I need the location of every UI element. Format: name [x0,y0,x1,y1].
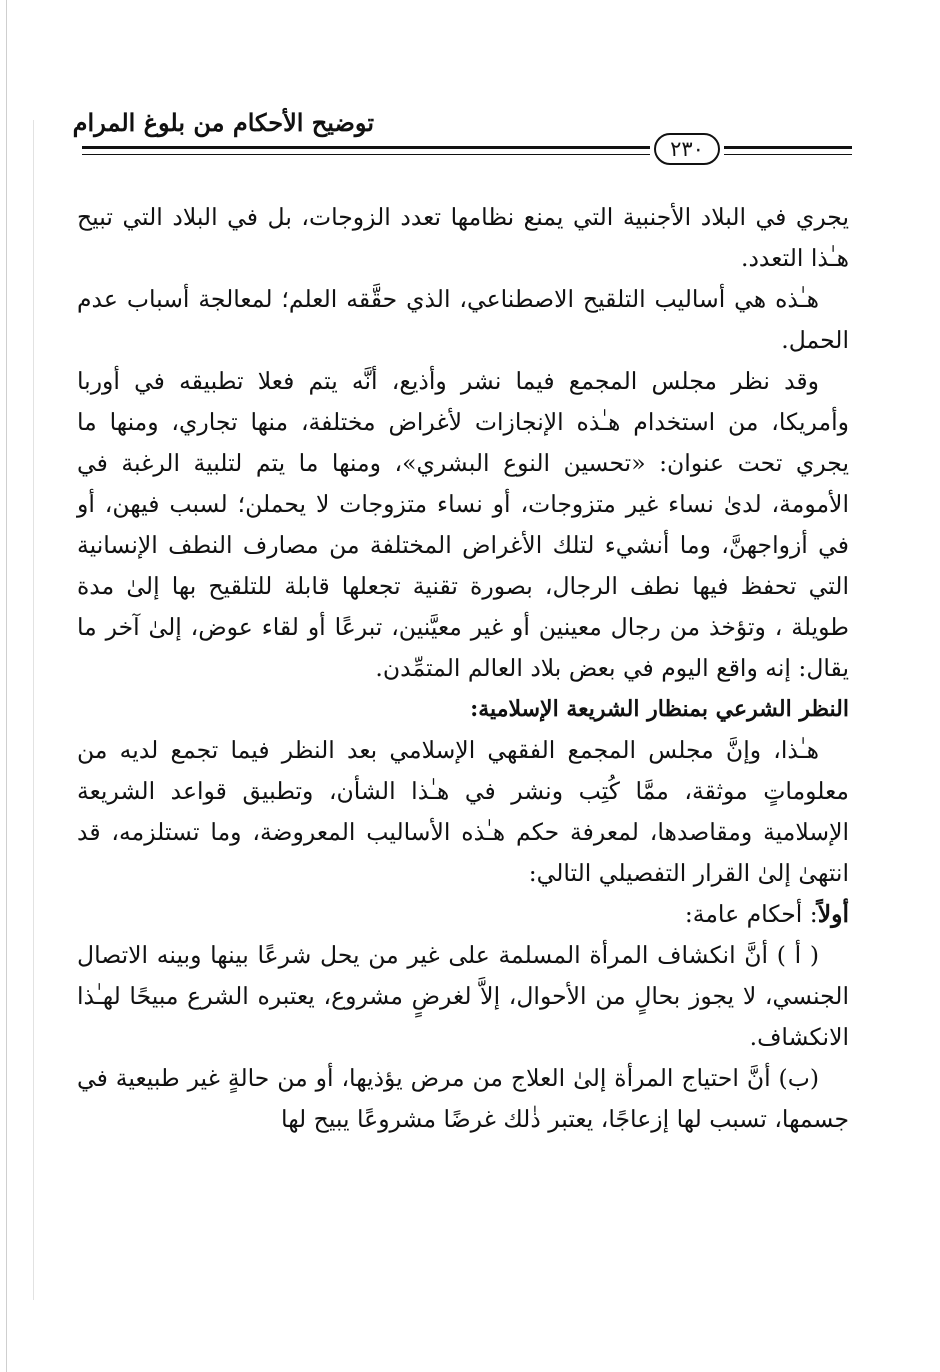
page-edge-line [33,120,34,1300]
page-edge-line [6,0,7,1372]
header-rule [724,146,852,149]
page-number: ٢٣٠ [654,133,720,165]
paragraph: يجري في البلاد الأجنبية التي يمنع نظامها تعدد الزوجات، بل في البلاد التي تبيح هـٰذا التعدد. [77,203,849,272]
header-rule [724,154,852,155]
paragraph: (ب) أنَّ احتياج المرأة إلىٰ العلاج من مرض يؤذيها، أو من حالةٍ غير طبيعية في جسمها، تسبب لها إزعاجًا، يعتبر ذٰلك غرضًا مشروعًا يبيح لها [77,1064,849,1133]
paragraph: هـٰذه هي أساليب التلقيح الاصطناعي، الذي حقَّقه العلم؛ لمعالجة أسباب عدم الحمل. [77,285,849,354]
subheading [77,894,849,935]
paragraph: هـٰذا، وإنَّ مجلس المجمع الفقهي الإسلامي بعد النظر فيما تجمع لديه من معلوماتٍ موثقة، ممَّا كُتِب ونشر في هـٰذا الشأن، وتطبيق قواعد الشريعة الإسلامية ومقاصدها، لمعرفة حكم هـٰذه الأساليب المعروضة، وما تستلزمه، قد انتهىٰ إلىٰ القرار التفصيلي التالي: [77,736,849,887]
header-rule [82,146,650,149]
paragraph: وقد نظر مجلس المجمع فيما نشر وأذيع، أنَّه يتم فعلا تطبيقه في أوربا وأمريكا، من استخدام هـٰذه الإنجازات لأغراض مختلفة، منها تجاري، ومنها ما يجري تحت عنوان: «تحسين النوع البشري»، ومنها ما يتم لتلبية الرغبة في الأمومة، لدىٰ نساء غير متزوجات، أو نساء متزوجات لا يحملن؛ لسبب فيهن، أو في أزواجهنَّ، وما أنشيء لتلك الأغراض المختلفة من مصارف النطف الإنسانية التي تحفظ فيها نطف الرجال، بصورة تقنية تجعلها قابلة للتلقيح بها إلىٰ مدة طويلة ، وتؤخذ من رجال معينين أو غير معيَّنين، تبرعًا أو لقاء عوض، إلىٰ آخر ما يقال: إنه واقع اليوم في بعض بلاد العالم المتمِّدن. [77,367,849,682]
page-body [77,197,849,1140]
running-header-title: توضيح الأحكام من بلوغ المرام [72,108,374,137]
subheading-label: أولاً [817,900,849,928]
section-heading: النظر الشرعي بمنظار الشريعة الإسلامية: [470,696,849,722]
header-rule [82,154,650,155]
subheading-text: : أحكام عامة: [684,900,818,928]
paragraph: ( أ ) أنَّ انكشاف المرأة المسلمة على غير من يحل شرعًا بينها وبينه الاتصال الجنسي، لا يجوز بحالٍ من الأحوال، إلاَّ لغرضٍ مشروع، يعتبره الشرع مبيحًا لهـٰذا الانكشاف. [77,941,849,1051]
